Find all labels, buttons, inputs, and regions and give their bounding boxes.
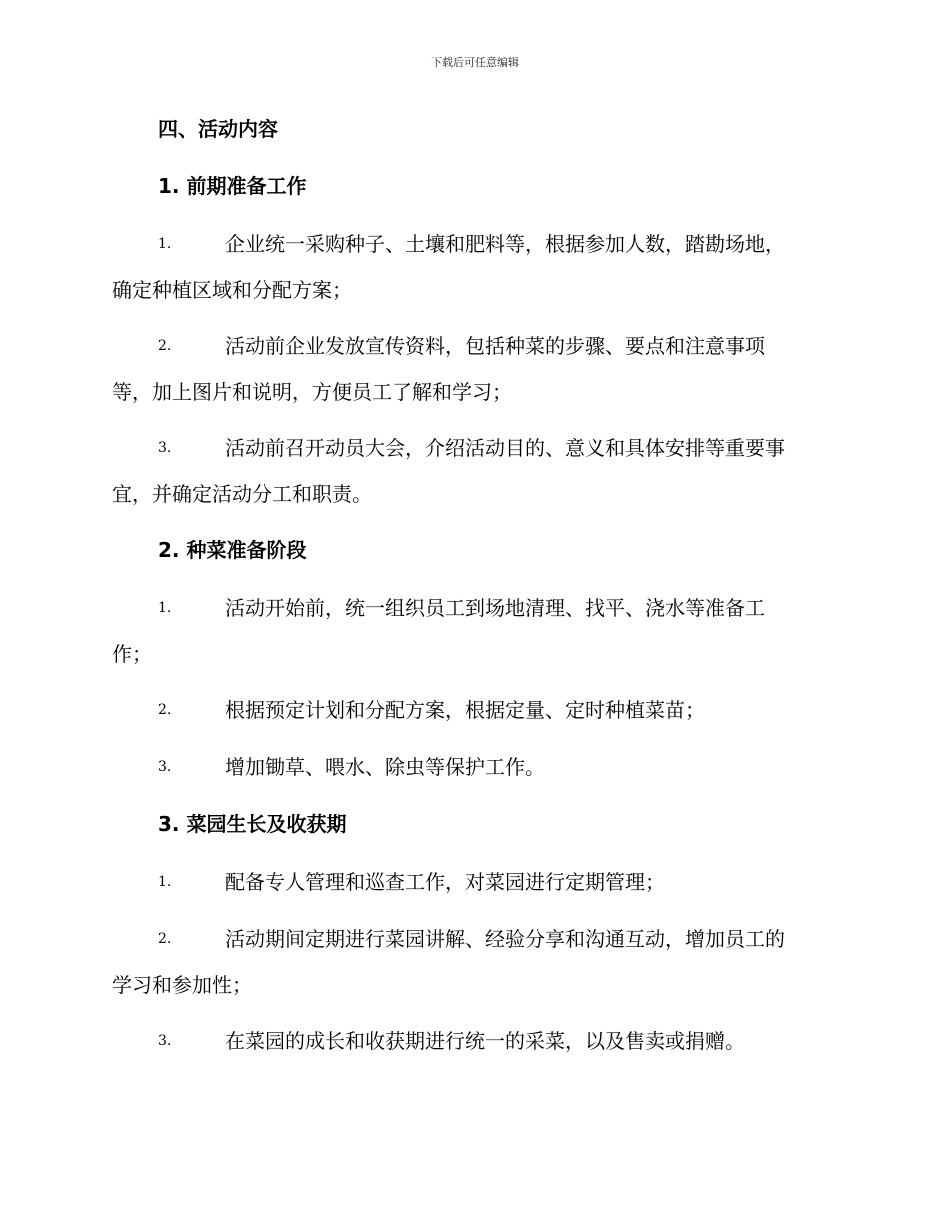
item-number: 3. [158, 1033, 172, 1049]
section-title: 四、活动内容 [158, 117, 278, 141]
item-text: 活动前企业发放宣传资料，包括种菜的步骤、要点和注意事项 [225, 334, 765, 358]
list-item [112, 332, 838, 406]
list-item [112, 594, 838, 668]
item-text: 企业统一采购种子、土壤和肥料等，根据参加人数，踏勘场地， [225, 232, 785, 256]
item-number: 1. [158, 874, 172, 890]
item-text-continued: 宜，并确定活动分工和职责。 [112, 482, 372, 506]
item-text: 增加锄草、喂水、除虫等保护工作。 [225, 755, 545, 779]
item-number: 1. [158, 600, 172, 616]
list-item [112, 753, 838, 781]
item-number: 3. [158, 440, 172, 456]
item-number: 2. [158, 931, 172, 947]
item-text-continued: 等，加上图片和说明，方便员工了解和学习； [112, 380, 512, 404]
list-item [112, 868, 838, 896]
item-text: 在菜园的成长和收获期进行统一的采菜，以及售卖或捐赠。 [225, 1029, 745, 1053]
item-text: 配备专人管理和巡查工作，对菜园进行定期管理； [225, 870, 665, 894]
item-number: 3. [158, 759, 172, 775]
item-text: 根据预定计划和分配方案，根据定量、定时种植菜苗； [225, 698, 705, 722]
subsection-heading-2: 2. 种菜准备阶段 [158, 538, 307, 562]
item-text: 活动期间定期进行菜园讲解、经验分享和沟通互动，增加员工的 [225, 927, 785, 951]
item-number: 1. [158, 236, 172, 252]
item-text: 活动开始前，统一组织员工到场地清理、找平、浇水等准备工 [225, 596, 765, 620]
subsection-heading-3: 3. 菜园生长及收获期 [158, 812, 347, 836]
item-number: 2. [158, 702, 172, 718]
list-item [112, 925, 838, 999]
page-header: 下载后可任意编辑 [431, 56, 519, 69]
item-text-continued: 确定种植区域和分配方案； [112, 278, 352, 302]
list-item [112, 696, 838, 724]
list-item [112, 1027, 838, 1055]
subsection-heading-1: 1. 前期准备工作 [158, 174, 307, 198]
item-text-continued: 作； [112, 642, 152, 666]
item-text: 活动前召开动员大会，介绍活动目的、意义和具体安排等重要事 [225, 436, 785, 460]
item-number: 2. [158, 338, 172, 354]
item-text-continued: 学习和参加性； [112, 973, 252, 997]
list-item [112, 230, 838, 304]
list-item [112, 434, 838, 508]
